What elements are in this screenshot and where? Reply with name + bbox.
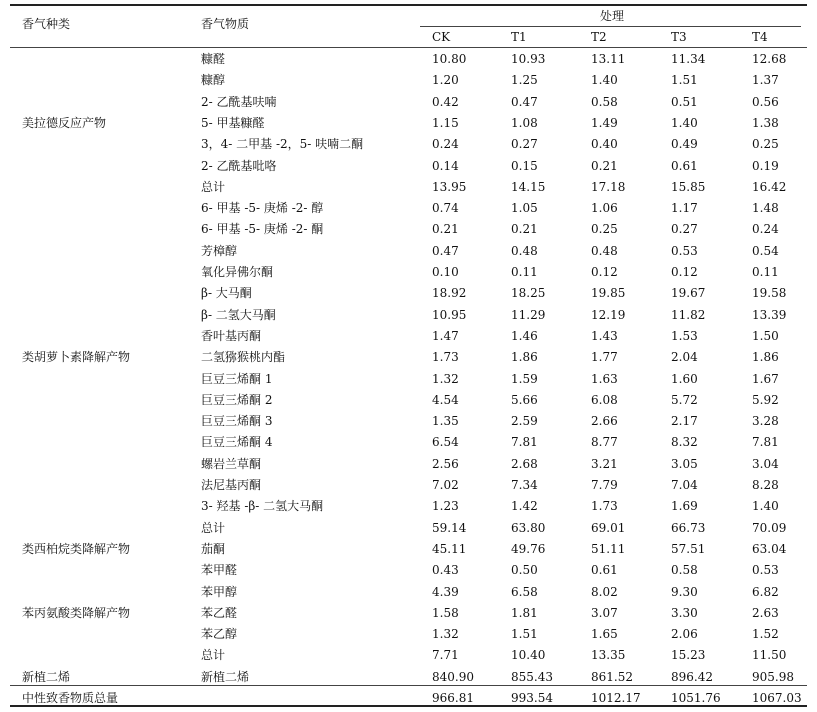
row-value: 0.21 [511, 222, 538, 237]
row-value: 19.85 [591, 286, 626, 301]
row-value: 861.52 [591, 669, 633, 684]
row-value: 896.42 [671, 669, 713, 684]
row-value: 12.68 [752, 52, 787, 66]
last-row-rule [10, 685, 807, 686]
row-value: 2.66 [591, 414, 618, 429]
row-value: 70.09 [752, 520, 787, 535]
row-value: 8.28 [752, 478, 779, 492]
row-value: 0.61 [591, 563, 618, 578]
row-value: 49.76 [511, 541, 546, 556]
row-value: 7.02 [432, 478, 459, 492]
row-value: 5.92 [752, 392, 779, 407]
row-value: 11.34 [671, 52, 706, 66]
row-compound: 总计 [201, 648, 226, 663]
row-value: 1.63 [591, 371, 618, 386]
row-compound: 3，4- 二甲基 -2，5- 呋喃二酮 [201, 137, 364, 152]
row-value: 8.77 [591, 435, 618, 450]
row-value: 15.23 [671, 648, 706, 663]
row-value: 1.48 [752, 201, 779, 216]
row-value: 1.17 [671, 201, 698, 216]
row-value: 1.49 [591, 115, 618, 130]
row-value: 855.43 [511, 669, 553, 684]
row-value: 1.81 [511, 605, 538, 620]
row-compound: 2- 乙酰基呋喃 [201, 94, 277, 109]
row-category: 类胡萝卜素降解产物 [22, 350, 131, 365]
row-compound: 6- 甲基 -5- 庚烯 -2- 酮 [201, 222, 324, 237]
row-value: 1.77 [591, 350, 618, 365]
header-treatment-t3: T3 [671, 30, 687, 44]
row-value: 11.50 [752, 648, 787, 663]
row-value: 1.67 [752, 371, 779, 386]
row-value: 10.93 [511, 52, 546, 66]
row-value: 10.40 [511, 648, 546, 663]
row-compound: 螺岩兰草酮 [201, 456, 262, 471]
row-value: 59.14 [432, 520, 467, 535]
row-value: 1.20 [432, 73, 459, 88]
row-value: 69.01 [591, 520, 626, 535]
row-value: 0.58 [591, 94, 618, 109]
row-value: 1.69 [671, 499, 698, 514]
row-compound: β- 二氢大马酮 [201, 307, 276, 322]
row-value: 1.37 [752, 73, 779, 88]
row-category: 苯丙氨酸类降解产物 [22, 605, 131, 620]
treatment-subrule [420, 26, 801, 27]
row-value: 0.21 [591, 158, 618, 173]
row-value: 12.19 [591, 307, 626, 322]
row-value: 1.42 [511, 499, 538, 514]
row-compound: 巨豆三烯酮 4 [201, 435, 273, 450]
row-value: 13.11 [591, 52, 626, 66]
row-value: 17.18 [591, 179, 626, 194]
header-bottom-rule [10, 47, 807, 48]
row-value: 0.15 [511, 158, 538, 173]
row-category: 中性致香物质总量 [22, 691, 119, 705]
row-value: 2.56 [432, 456, 459, 471]
row-value: 0.27 [511, 137, 538, 152]
row-value: 7.81 [511, 435, 538, 450]
row-value: 0.54 [752, 243, 779, 258]
row-value: 1.60 [671, 371, 698, 386]
row-value: 1051.76 [671, 691, 721, 705]
row-value: 2.06 [671, 627, 698, 642]
row-compound: β- 大马酮 [201, 286, 252, 301]
row-compound: 3- 羟基 -β- 二氢大马酮 [201, 499, 324, 514]
row-value: 1.40 [671, 115, 698, 130]
row-value: 0.24 [432, 137, 459, 152]
row-value: 1.40 [591, 73, 618, 88]
row-value: 1.86 [511, 350, 538, 365]
row-value: 0.11 [511, 265, 538, 279]
row-value: 0.51 [671, 94, 698, 109]
row-value: 4.54 [432, 392, 459, 407]
row-value: 7.34 [511, 478, 538, 492]
row-value: 1.73 [591, 499, 618, 514]
row-category: 美拉德反应产物 [22, 115, 107, 130]
row-value: 63.80 [511, 520, 546, 535]
row-value: 19.67 [671, 286, 706, 301]
row-value: 13.39 [752, 307, 787, 322]
row-compound: 苯甲醛 [201, 563, 238, 578]
row-category: 新植二烯 [22, 669, 71, 684]
row-value: 51.11 [591, 541, 626, 556]
row-compound: 苯乙醛 [201, 605, 238, 620]
row-compound: 芳樟醇 [201, 243, 238, 258]
row-value: 1012.17 [591, 691, 641, 705]
header-treatment-t4: T4 [752, 30, 768, 44]
row-compound: 2- 乙酰基吡咯 [201, 158, 277, 173]
row-value: 1.86 [752, 350, 779, 365]
row-value: 0.49 [671, 137, 698, 152]
row-value: 1.38 [752, 115, 779, 130]
row-value: 0.53 [752, 563, 779, 578]
row-compound: 二氢猕猴桃内酯 [201, 350, 286, 365]
row-value: 840.90 [432, 669, 474, 684]
row-value: 1.51 [511, 627, 538, 642]
row-value: 0.27 [671, 222, 698, 237]
row-compound: 6- 甲基 -5- 庚烯 -2- 醇 [201, 201, 324, 216]
row-value: 8.02 [591, 584, 618, 599]
header-compound: 香气物质 [201, 17, 250, 31]
row-compound: 苯乙醇 [201, 627, 238, 642]
row-compound: 糠醛 [201, 52, 226, 66]
row-value: 0.11 [752, 265, 779, 279]
header-treatment-t1: T1 [511, 30, 527, 44]
row-compound: 巨豆三烯酮 3 [201, 414, 273, 429]
row-compound: 新植二烯 [201, 669, 250, 684]
row-value: 10.80 [432, 52, 467, 66]
row-value: 0.43 [432, 563, 459, 578]
row-value: 1.32 [432, 627, 459, 642]
row-value: 7.79 [591, 478, 618, 492]
row-value: 3.28 [752, 414, 779, 429]
row-value: 18.25 [511, 286, 546, 301]
row-value: 1.32 [432, 371, 459, 386]
row-value: 11.82 [671, 307, 706, 322]
row-value: 1.43 [591, 328, 618, 343]
row-value: 0.56 [752, 94, 779, 109]
row-value: 0.42 [432, 94, 459, 109]
row-compound: 氧化异佛尔酮 [201, 265, 274, 279]
row-value: 7.81 [752, 435, 779, 450]
row-value: 0.58 [671, 563, 698, 578]
row-value: 2.59 [511, 414, 538, 429]
row-compound: 糠醇 [201, 73, 226, 88]
row-value: 905.98 [752, 669, 794, 684]
row-value: 0.74 [432, 201, 459, 216]
row-value: 1.06 [591, 201, 618, 216]
row-value: 1.35 [432, 414, 459, 429]
row-value: 57.51 [671, 541, 706, 556]
row-compound: 巨豆三烯酮 1 [201, 371, 273, 386]
row-value: 2.04 [671, 350, 698, 365]
row-value: 1.59 [511, 371, 538, 386]
row-value: 1.65 [591, 627, 618, 642]
row-category: 类西柏烷类降解产物 [22, 541, 131, 556]
row-value: 0.40 [591, 137, 618, 152]
row-value: 0.12 [591, 265, 618, 279]
row-value: 1.05 [511, 201, 538, 216]
row-value: 1.25 [511, 73, 538, 88]
row-value: 0.47 [511, 94, 538, 109]
row-value: 7.71 [432, 648, 459, 663]
row-value: 1.46 [511, 328, 538, 343]
row-value: 3.30 [671, 605, 698, 620]
row-value: 2.17 [671, 414, 698, 429]
row-compound: 香叶基丙酮 [201, 328, 262, 343]
row-value: 5.66 [511, 392, 538, 407]
row-value: 0.61 [671, 158, 698, 173]
row-value: 966.81 [432, 691, 474, 705]
row-value: 18.92 [432, 286, 467, 301]
row-value: 10.95 [432, 307, 467, 322]
row-value: 0.47 [432, 243, 459, 258]
row-compound: 苯甲醇 [201, 584, 238, 599]
row-compound: 巨豆三烯酮 2 [201, 392, 273, 407]
row-value: 993.54 [511, 691, 553, 705]
row-value: 0.14 [432, 158, 459, 173]
row-value: 0.25 [591, 222, 618, 237]
row-value: 0.50 [511, 563, 538, 578]
row-compound: 总计 [201, 520, 226, 535]
row-value: 13.95 [432, 179, 467, 194]
row-value: 19.58 [752, 286, 787, 301]
row-value: 3.05 [671, 456, 698, 471]
row-value: 66.73 [671, 520, 706, 535]
row-value: 0.19 [752, 158, 779, 173]
row-compound: 总计 [201, 179, 226, 194]
row-value: 1.15 [432, 115, 459, 130]
row-value: 2.63 [752, 605, 779, 620]
row-value: 63.04 [752, 541, 787, 556]
row-value: 0.12 [671, 265, 698, 279]
row-value: 1.51 [671, 73, 698, 88]
header-treatment-group: 处理 [600, 9, 625, 23]
row-value: 0.48 [511, 243, 538, 258]
row-value: 0.24 [752, 222, 779, 237]
row-value: 5.72 [671, 392, 698, 407]
row-value: 0.53 [671, 243, 698, 258]
row-value: 11.29 [511, 307, 546, 322]
row-value: 1067.03 [752, 691, 802, 705]
row-compound: 茄酮 [201, 541, 226, 556]
row-value: 45.11 [432, 541, 467, 556]
row-value: 3.07 [591, 605, 618, 620]
row-value: 1.50 [752, 328, 779, 343]
row-value: 13.35 [591, 648, 626, 663]
row-value: 0.48 [591, 243, 618, 258]
row-value: 0.25 [752, 137, 779, 152]
bottom-rule [10, 705, 807, 707]
row-value: 6.08 [591, 392, 618, 407]
row-value: 15.85 [671, 179, 706, 194]
row-value: 0.21 [432, 222, 459, 237]
row-value: 1.52 [752, 627, 779, 642]
row-value: 8.32 [671, 435, 698, 450]
row-value: 1.40 [752, 499, 779, 514]
row-value: 1.53 [671, 328, 698, 343]
row-value: 0.10 [432, 265, 459, 279]
row-compound: 法尼基丙酮 [201, 478, 262, 492]
row-value: 1.58 [432, 605, 459, 620]
row-value: 7.04 [671, 478, 698, 492]
header-category: 香气种类 [22, 17, 71, 31]
row-value: 6.58 [511, 584, 538, 599]
row-compound: 5- 甲基糠醛 [201, 115, 265, 130]
header-treatment-ck: CK [432, 30, 451, 44]
row-value: 6.54 [432, 435, 459, 450]
row-value: 1.73 [432, 350, 459, 365]
row-value: 3.04 [752, 456, 779, 471]
row-value: 1.08 [511, 115, 538, 130]
row-value: 3.21 [591, 456, 618, 471]
row-value: 4.39 [432, 584, 459, 599]
top-rule [10, 4, 807, 6]
row-value: 1.47 [432, 328, 459, 343]
row-value: 16.42 [752, 179, 787, 194]
row-value: 2.68 [511, 456, 538, 471]
row-value: 14.15 [511, 179, 546, 194]
header-treatment-t2: T2 [591, 30, 607, 44]
row-value: 1.23 [432, 499, 459, 514]
row-value: 6.82 [752, 584, 779, 599]
row-value: 9.30 [671, 584, 698, 599]
